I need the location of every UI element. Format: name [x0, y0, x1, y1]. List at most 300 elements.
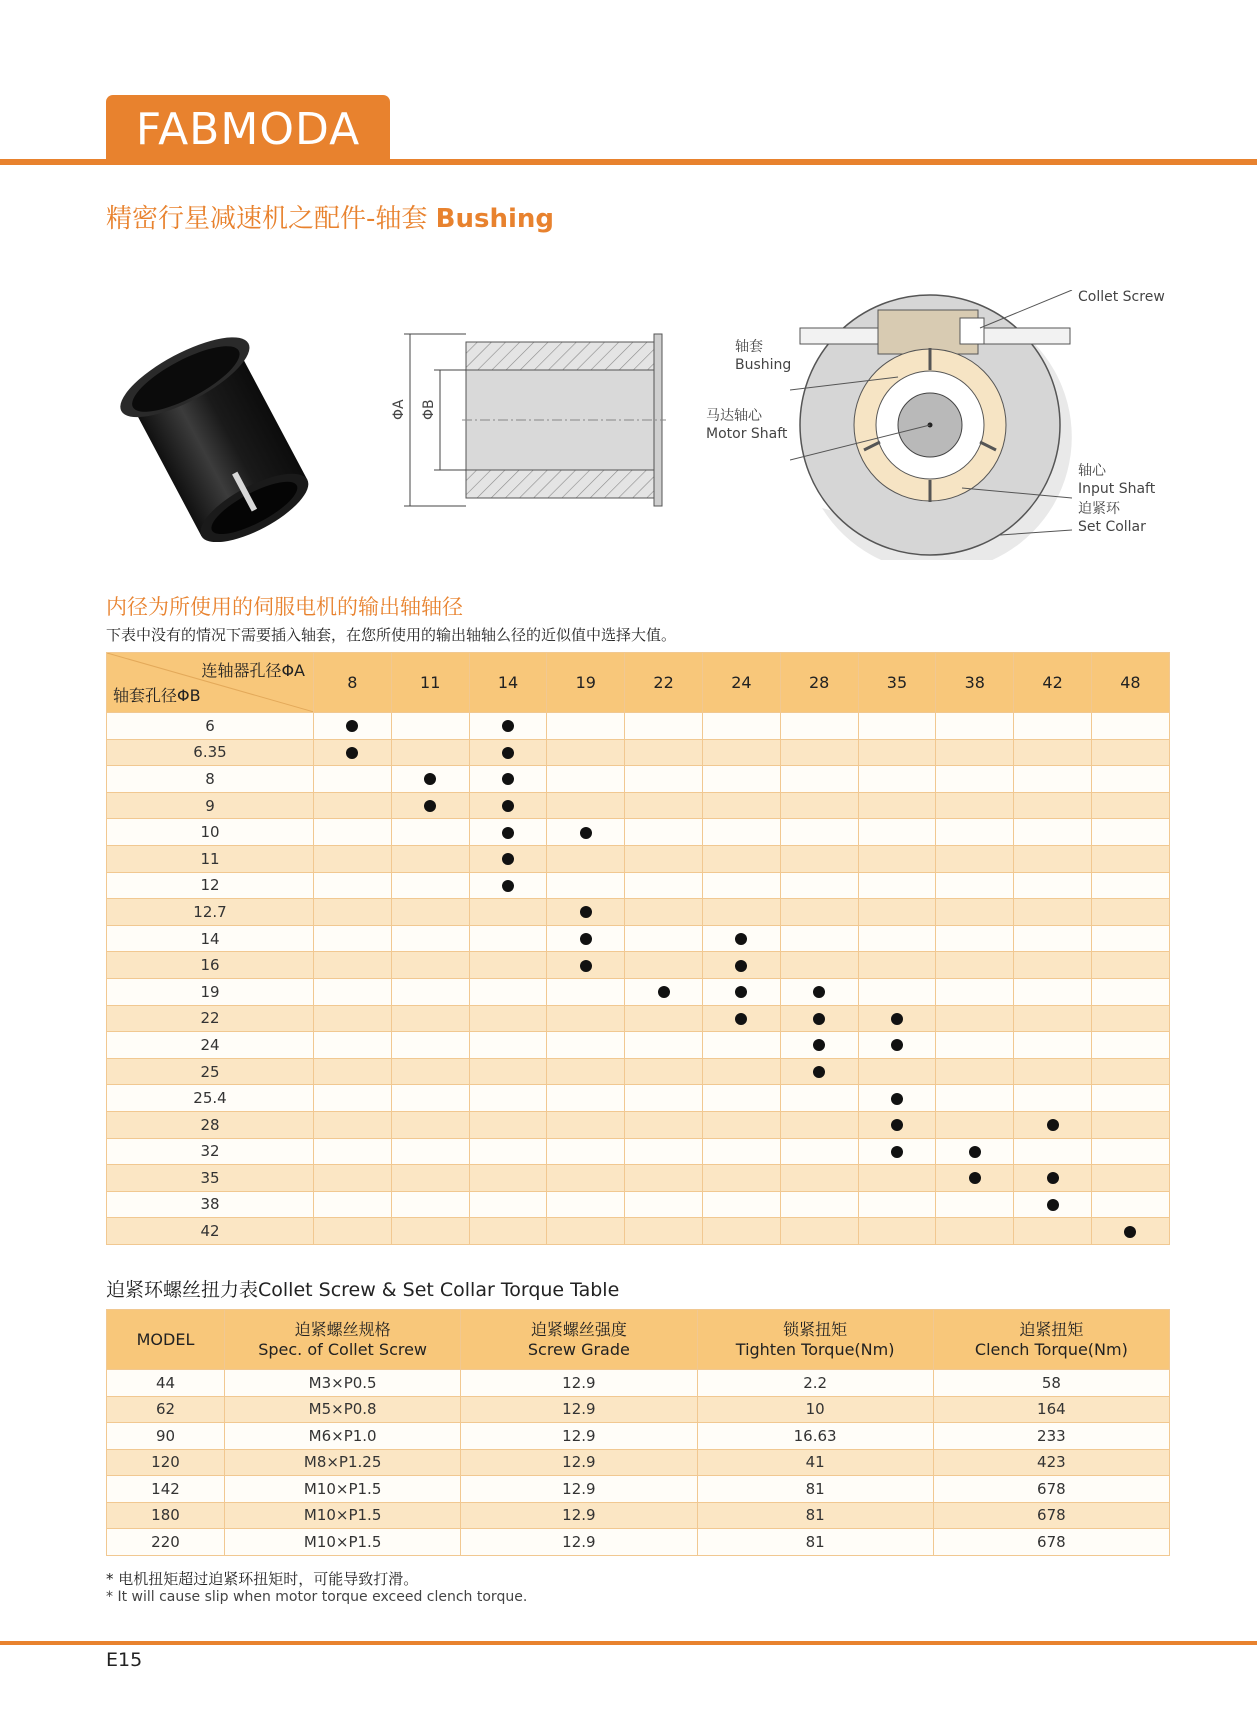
table-cell [1091, 1165, 1169, 1192]
table-cell [936, 872, 1014, 899]
table-cell: 180 [107, 1502, 225, 1529]
table-cell: 142 [107, 1476, 225, 1503]
table-cell [780, 1058, 858, 1085]
table-cell [469, 1165, 547, 1192]
table-cell [469, 1138, 547, 1165]
table-cell [547, 1032, 625, 1059]
table-cell [858, 1085, 936, 1112]
table-cell: M3×P0.5 [225, 1370, 461, 1397]
table-cell [858, 1058, 936, 1085]
table-cell [547, 978, 625, 1005]
table-cell [858, 1191, 936, 1218]
table-cell [858, 899, 936, 926]
corner-label-b: 轴套孔径ΦB [113, 686, 201, 705]
table-cell [780, 739, 858, 766]
table-cell [314, 952, 392, 979]
table-cell [625, 819, 703, 846]
table-cell [702, 792, 780, 819]
table-cell [391, 1058, 469, 1085]
table-cell [547, 952, 625, 979]
table-cell [936, 819, 1014, 846]
table-cell [547, 1165, 625, 1192]
table-cell: M10×P1.5 [225, 1529, 461, 1556]
page-title-en: Bushing [435, 204, 555, 234]
bushing-selection-table [106, 652, 1170, 1245]
row-label: 22 [107, 1005, 314, 1032]
table-cell [1091, 1032, 1169, 1059]
table-row [107, 1423, 1170, 1450]
assembly-section-drawing [790, 290, 1090, 560]
table-cell [391, 1218, 469, 1245]
table-cell [625, 978, 703, 1005]
table-cell [391, 713, 469, 740]
table-cell [702, 1032, 780, 1059]
compatible-mark [735, 933, 747, 945]
header-label-cn: MODEL [136, 1329, 195, 1349]
table-cell [547, 872, 625, 899]
table-cell [547, 1138, 625, 1165]
table-cell [314, 1138, 392, 1165]
table-cell [391, 1138, 469, 1165]
table-cell [702, 713, 780, 740]
table-row [107, 1032, 1170, 1059]
column-header-38: 38 [936, 653, 1014, 713]
table-cell [1091, 978, 1169, 1005]
table-cell [469, 819, 547, 846]
compatible-mark [502, 773, 514, 785]
table-cell [1014, 978, 1092, 1005]
table-cell: 12.9 [461, 1476, 697, 1503]
table-cell [936, 1032, 1014, 1059]
table-cell [391, 792, 469, 819]
table-cell [936, 1111, 1014, 1138]
table-cell [469, 952, 547, 979]
table-cell [936, 1058, 1014, 1085]
table-cell [314, 925, 392, 952]
bushing-table-corner-cell [107, 653, 314, 713]
row-label: 24 [107, 1032, 314, 1059]
compatible-mark [813, 1066, 825, 1078]
table-row [107, 1191, 1170, 1218]
table-cell [780, 952, 858, 979]
table-cell [1091, 925, 1169, 952]
table-cell [780, 1165, 858, 1192]
page-title-cn: 精密行星减速机之配件-轴套 [106, 204, 436, 234]
table-row [107, 1111, 1170, 1138]
row-label: 9 [107, 792, 314, 819]
compatible-mark [891, 1013, 903, 1025]
table-cell [780, 845, 858, 872]
table-cell: 81 [697, 1529, 933, 1556]
note-cn: * 电机扭矩超过迫紧环扭矩时，可能导致打滑。 [106, 1570, 419, 1588]
table-cell [391, 978, 469, 1005]
table-cell: 12.9 [461, 1529, 697, 1556]
table-cell [702, 952, 780, 979]
table-cell [625, 766, 703, 793]
table-cell [469, 1085, 547, 1112]
table-cell [547, 1085, 625, 1112]
table-cell [625, 713, 703, 740]
torque-table-body [107, 1370, 1170, 1556]
table-cell [1091, 845, 1169, 872]
table-cell: 678 [933, 1476, 1169, 1503]
bushing-photo [118, 332, 338, 542]
bushing-label-cn: 轴套 [735, 339, 763, 355]
table-cell [547, 1218, 625, 1245]
table-cell [702, 1005, 780, 1032]
compatible-mark [424, 800, 436, 812]
table-row [107, 925, 1170, 952]
compatible-mark [346, 720, 358, 732]
table-cell [936, 925, 1014, 952]
table-row [107, 1502, 1170, 1529]
table-cell [858, 819, 936, 846]
table-row [107, 1138, 1170, 1165]
table-cell [936, 1085, 1014, 1112]
table-cell [469, 1218, 547, 1245]
row-label: 12 [107, 872, 314, 899]
table-cell [391, 1191, 469, 1218]
motor-shaft-label-cn: 马达轴心 [706, 408, 762, 424]
table-cell [547, 845, 625, 872]
table-cell: 12.9 [461, 1370, 697, 1397]
compatible-mark [580, 906, 592, 918]
compatible-mark [580, 960, 592, 972]
table-cell [469, 739, 547, 766]
column-header-24: 24 [702, 653, 780, 713]
table-cell [1014, 1218, 1092, 1245]
table-cell [547, 925, 625, 952]
table-cell [314, 1058, 392, 1085]
table-cell [936, 1165, 1014, 1192]
table-cell [625, 872, 703, 899]
table-cell [1014, 819, 1092, 846]
table-row [107, 1449, 1170, 1476]
table-cell [936, 1005, 1014, 1032]
set-collar-label-cn: 迫紧环 [1078, 501, 1120, 517]
table-cell: 678 [933, 1502, 1169, 1529]
table-cell [858, 1032, 936, 1059]
compatible-mark [502, 880, 514, 892]
compatible-mark [502, 747, 514, 759]
table-cell [547, 713, 625, 740]
table-cell [936, 1218, 1014, 1245]
table-cell [314, 1032, 392, 1059]
table-cell [702, 739, 780, 766]
column-header-11: 11 [391, 653, 469, 713]
table-cell [702, 845, 780, 872]
table-cell [391, 1005, 469, 1032]
table-cell [1014, 1138, 1092, 1165]
compatible-mark [969, 1146, 981, 1158]
header-label-en: Screw Grade [527, 1339, 630, 1359]
table-cell [1014, 1111, 1092, 1138]
table-cell [1014, 845, 1092, 872]
table-cell: M10×P1.5 [225, 1476, 461, 1503]
header-label-cn: 锁紧扭矩 [783, 1319, 848, 1339]
table-cell [469, 872, 547, 899]
table-cell: M8×P1.25 [225, 1449, 461, 1476]
torque-column-header [107, 1310, 225, 1370]
table-cell [1091, 739, 1169, 766]
table-row [107, 819, 1170, 846]
input-shaft-label-cn: 轴心 [1078, 463, 1106, 479]
table-cell: 81 [697, 1476, 933, 1503]
table-cell [780, 713, 858, 740]
row-label: 25 [107, 1058, 314, 1085]
table-cell [625, 1138, 703, 1165]
table-cell [314, 872, 392, 899]
table-cell [625, 899, 703, 926]
header-rule [0, 159, 1257, 165]
table-cell [625, 1005, 703, 1032]
table-cell [936, 739, 1014, 766]
table-cell [391, 819, 469, 846]
table-cell: 41 [697, 1449, 933, 1476]
table-cell [1014, 1005, 1092, 1032]
table-cell [702, 819, 780, 846]
table-row [107, 1476, 1170, 1503]
torque-column-header [225, 1310, 461, 1370]
table-cell [1091, 766, 1169, 793]
compatible-mark [1047, 1199, 1059, 1211]
table-row [107, 978, 1170, 1005]
table-cell [391, 845, 469, 872]
note-en: * It will cause slip when motor torque exceed clench torque. [106, 1589, 528, 1605]
table-cell [547, 739, 625, 766]
table-cell [547, 1005, 625, 1032]
table-cell [702, 1058, 780, 1085]
table-cell [391, 952, 469, 979]
footer-rule [0, 1641, 1257, 1645]
bushing-table-title: 内径为所使用的伺服电机的输出轴轴径 [106, 595, 463, 619]
table-cell [1091, 1058, 1169, 1085]
bushing-section-drawing [390, 330, 670, 540]
table-cell [469, 713, 547, 740]
table-cell [547, 899, 625, 926]
table-cell [625, 1058, 703, 1085]
table-cell [547, 766, 625, 793]
table-cell [936, 766, 1014, 793]
table-cell [702, 872, 780, 899]
table-cell [625, 1111, 703, 1138]
table-row [107, 792, 1170, 819]
compatible-mark [502, 800, 514, 812]
table-cell [780, 766, 858, 793]
torque-column-header [933, 1310, 1169, 1370]
table-cell [314, 739, 392, 766]
table-cell: 81 [697, 1502, 933, 1529]
table-row [107, 766, 1170, 793]
table-cell [391, 1032, 469, 1059]
compatible-mark [1047, 1172, 1059, 1184]
row-label: 6.35 [107, 739, 314, 766]
table-cell [858, 1138, 936, 1165]
column-header-28: 28 [780, 653, 858, 713]
header-label-cn: 迫紧扭矩 [1019, 1319, 1084, 1339]
table-cell [702, 978, 780, 1005]
table-cell [625, 1218, 703, 1245]
dim-a-label: ΦA [391, 399, 407, 420]
table-cell [1091, 1111, 1169, 1138]
table-row [107, 1085, 1170, 1112]
table-cell [469, 1032, 547, 1059]
table-cell: M5×P0.8 [225, 1396, 461, 1423]
table-cell [936, 978, 1014, 1005]
table-cell: 44 [107, 1370, 225, 1397]
torque-table-header-row [107, 1310, 1170, 1370]
header-label-cn: 迫紧螺丝强度 [530, 1319, 627, 1339]
table-row [107, 1005, 1170, 1032]
compatible-mark [891, 1119, 903, 1131]
table-cell [547, 1058, 625, 1085]
table-cell [314, 1005, 392, 1032]
table-cell [858, 952, 936, 979]
table-cell [469, 978, 547, 1005]
table-cell [1091, 952, 1169, 979]
table-row [107, 1058, 1170, 1085]
table-cell [780, 819, 858, 846]
table-cell [1014, 1085, 1092, 1112]
product-drawings [0, 270, 1257, 570]
dim-b-label: ΦB [421, 399, 437, 420]
compatible-mark [424, 773, 436, 785]
table-cell [1014, 739, 1092, 766]
table-cell [314, 819, 392, 846]
table-row [107, 739, 1170, 766]
page-title [106, 198, 554, 235]
table-cell [314, 978, 392, 1005]
row-label: 10 [107, 819, 314, 846]
table-cell [936, 952, 1014, 979]
table-cell [469, 766, 547, 793]
table-row [107, 872, 1170, 899]
row-label: 11 [107, 845, 314, 872]
table-cell [936, 1138, 1014, 1165]
table-cell [858, 1005, 936, 1032]
column-header-48: 48 [1091, 653, 1169, 713]
table-cell [469, 1005, 547, 1032]
table-cell: 62 [107, 1396, 225, 1423]
table-cell [936, 1191, 1014, 1218]
table-cell [625, 739, 703, 766]
table-cell [1091, 872, 1169, 899]
compatible-mark [891, 1093, 903, 1105]
table-row [107, 713, 1170, 740]
table-cell: 2.2 [697, 1370, 933, 1397]
compatible-mark [813, 1013, 825, 1025]
table-cell [702, 1085, 780, 1112]
table-cell [625, 1085, 703, 1112]
table-cell [780, 872, 858, 899]
motor-shaft-label-en: Motor Shaft [706, 426, 788, 442]
column-header-22: 22 [625, 653, 703, 713]
column-header-42: 42 [1014, 653, 1092, 713]
row-label: 19 [107, 978, 314, 1005]
table-cell [391, 1111, 469, 1138]
table-cell: 120 [107, 1449, 225, 1476]
table-cell [780, 1191, 858, 1218]
table-cell [1091, 899, 1169, 926]
torque-column-header [697, 1310, 933, 1370]
table-cell [391, 925, 469, 952]
table-cell [314, 899, 392, 926]
table-cell [469, 1191, 547, 1218]
torque-table [106, 1309, 1170, 1556]
table-cell [702, 766, 780, 793]
table-cell [1014, 1032, 1092, 1059]
table-cell [547, 1191, 625, 1218]
table-cell [314, 845, 392, 872]
corner-label-a: 连轴器孔径ΦA [201, 661, 305, 680]
compatible-mark [502, 827, 514, 839]
header-label-en: Spec. of Collet Screw [258, 1339, 428, 1359]
compatible-mark [346, 747, 358, 759]
table-cell [391, 899, 469, 926]
compatible-mark [735, 986, 747, 998]
table-cell [469, 1058, 547, 1085]
table-row [107, 845, 1170, 872]
compatible-mark [1124, 1226, 1136, 1238]
table-cell [702, 1111, 780, 1138]
table-cell [1014, 1058, 1092, 1085]
table-cell: 233 [933, 1423, 1169, 1450]
table-cell [780, 1111, 858, 1138]
table-cell [1014, 792, 1092, 819]
table-cell: 12.9 [461, 1502, 697, 1529]
table-cell [625, 952, 703, 979]
table-cell [780, 1005, 858, 1032]
table-row [107, 1529, 1170, 1556]
compatible-mark [891, 1039, 903, 1051]
table-cell [1091, 1218, 1169, 1245]
table-cell: 10 [697, 1396, 933, 1423]
row-label: 14 [107, 925, 314, 952]
compatible-mark [735, 960, 747, 972]
table-cell [1091, 1138, 1169, 1165]
table-row [107, 899, 1170, 926]
compatible-mark [735, 1013, 747, 1025]
table-cell [858, 845, 936, 872]
brand-logo: FABMODA [135, 104, 361, 155]
table-cell [625, 1032, 703, 1059]
table-cell [547, 792, 625, 819]
table-cell [469, 899, 547, 926]
table-cell [936, 713, 1014, 740]
table-cell: M10×P1.5 [225, 1502, 461, 1529]
table-cell: 12.9 [461, 1396, 697, 1423]
table-cell [780, 1218, 858, 1245]
table-cell [858, 766, 936, 793]
table-cell: 12.9 [461, 1423, 697, 1450]
input-shaft-label-en: Input Shaft [1078, 481, 1156, 497]
table-cell [702, 925, 780, 952]
table-cell [780, 899, 858, 926]
table-cell [1014, 925, 1092, 952]
table-row [107, 1396, 1170, 1423]
table-cell [1014, 899, 1092, 926]
table-cell [314, 1165, 392, 1192]
table-cell: 16.63 [697, 1423, 933, 1450]
compatible-mark [502, 720, 514, 732]
table-cell [1091, 1085, 1169, 1112]
row-label: 38 [107, 1191, 314, 1218]
table-cell: 58 [933, 1370, 1169, 1397]
table-cell [1014, 1191, 1092, 1218]
row-label: 28 [107, 1111, 314, 1138]
compatible-mark [580, 827, 592, 839]
table-cell [314, 1085, 392, 1112]
